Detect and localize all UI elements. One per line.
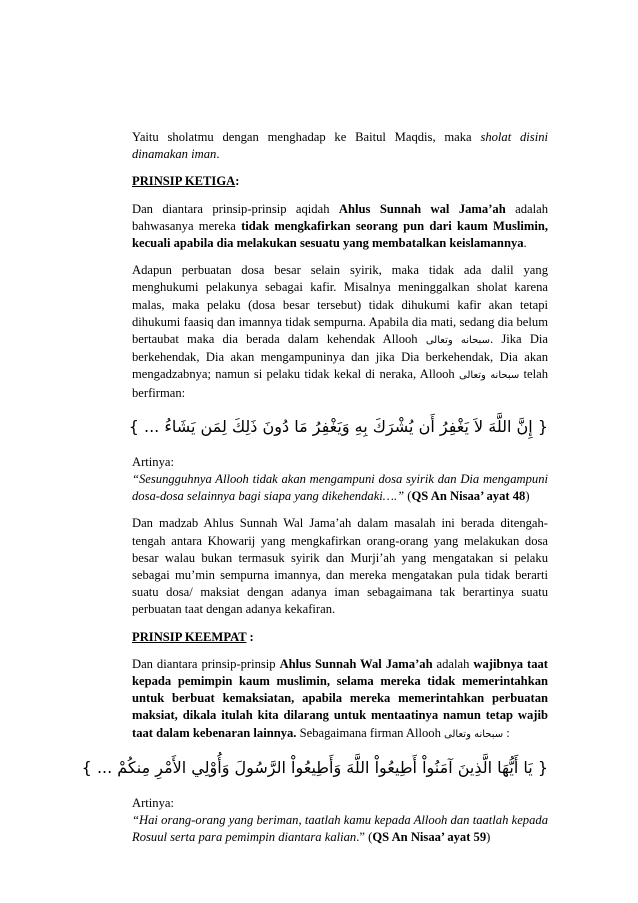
arabic-honorific: سبحانه وتعالى xyxy=(425,335,490,347)
italic-translation: “Sesungguhnya Allooh tidak akan mengampuni dosa syirik dan Dia mengampuni dosa-dosa selainnya bagi siapa yang dikehendaki….” xyxy=(132,472,548,504)
heading-suffix: : xyxy=(246,629,254,644)
quran-verse-nisaa-48: { إِنَّ اللَّهَ لاَ يَغْفِرُ أَن يُشْرَكَ بِهِ وَيَغْفِرُ مَا دُونَ ذَلِكَ لِمَن يَشَاءُ ... } xyxy=(128,416,548,436)
paragraph-madzab: Dan madzab Ahlus Sunnah Wal Jama’ah dalam masalah ini berada ditengah-tengah antara Khowarij yang mengkafirkan orang-orang yang melakukan dosa besar walau bukan termasuk syirik dan Murji’ah yang mengatakan si pelaku sebagai mu’min sempurna imannya, dan mereka mengatakan pula tidak berarti suatu dosa/ maksiat dengan adanya iman sebagaimana tak berartinya suatu perbuatan taat dengan adanya kekafiran. xyxy=(132,516,548,617)
text: ) xyxy=(525,489,530,504)
text: Yaitu sholatmu dengan menghadap ke Baitul Maqdis, maka xyxy=(132,130,481,144)
text: ( xyxy=(404,489,412,504)
italic-text: sholat disini dinamakan iman xyxy=(132,130,548,162)
text: telah berfirman: xyxy=(132,367,548,400)
heading-label: PRINSIP KETIGA xyxy=(132,174,236,189)
bold-text: Ahlus Sunnah wal Jama’ah xyxy=(338,201,506,216)
text: .” ( xyxy=(356,830,373,845)
arabic-honorific: سبحانه وتعالى xyxy=(459,370,520,382)
text: . xyxy=(216,147,220,162)
text: . xyxy=(523,236,527,251)
heading-label: PRINSIP KEEMPAT xyxy=(132,629,247,644)
verse-reference: QS An Nisaa’ ayat 48 xyxy=(411,489,526,504)
text: Sebagaimana firman Allooh xyxy=(296,725,445,740)
paragraph-ahlus-sunnah-takfir xyxy=(132,201,548,253)
bold-text: wajibnya taat kepada pemimpin kaum muslimin, selama mereka tidak memerintahkan untuk berbuat kemaksiatan, apabila mereka memerintahkan perbuatan maksiat, dikala itulah kita dilarang untuk mentaatinya namun tetap wajib taat dalam kebenaran lainnya. xyxy=(132,656,548,740)
quran-verse-nisaa-59: { يَا أَيُّهَا الَّذِينَ آمَنُواْ أَطِيعُواْ اللَّهَ وَأَطِيعُواْ الرَّسُولَ وَأُوْلِي الأَمْرِ مِنكُمْ ... } xyxy=(81,757,548,777)
translation-label: Artinya: xyxy=(132,795,174,810)
text: adalah xyxy=(432,656,474,671)
bold-text: tidak mengkafirkan seorang pun dari kaum Muslimin, kecuali apabila dia melakukan sesuatu yang membatalkan keislamannya xyxy=(132,218,548,251)
paragraph-translation-48 xyxy=(132,454,548,506)
text: Adapun perbuatan dosa besar selain syirik, maka tidak ada dalil yang menghukumi pelakunya sebagai kafir. Misalnya meninggalkan sholat karena malas, maka pelaku (dosa besar tersebut) tidak dihukumi kafir akan tetapi dihukumi faasiq dan imannya tidak sempurna. Apabila dia mati, sedang dia belum bertaubat maka dia berada dalam kehendak Allooh xyxy=(132,263,548,347)
paragraph-translation-59 xyxy=(132,795,548,847)
heading-suffix: : xyxy=(235,174,240,189)
text: Dan diantara prinsip-prinsip xyxy=(132,656,280,671)
arabic-honorific: سبحانه وتعالى xyxy=(444,728,504,740)
text: adalah bahwasanya mereka xyxy=(132,201,548,233)
paragraph-dosa-besar xyxy=(132,262,548,402)
verse-reference: QS An Nisaa’ ayat 59 xyxy=(372,830,487,845)
paragraph-sholat-iman xyxy=(132,129,548,163)
italic-translation: “Hai orang-orang yang beriman, taatlah kamu kepada Allooh dan taatlah kepada Rosuul serta para pemimpin diantara kalian xyxy=(132,813,548,845)
text: : xyxy=(503,725,510,740)
text: Dan diantara prinsip-prinsip aqidah xyxy=(132,201,339,216)
heading-prinsip-keempat xyxy=(132,629,548,646)
paragraph-taat-pemimpin xyxy=(132,656,548,743)
bold-text: Ahlus Sunnah Wal Jama’ah xyxy=(279,656,433,671)
heading-prinsip-ketiga xyxy=(132,173,548,190)
document-body xyxy=(81,129,548,857)
text: . Jika Dia berkehendak, Dia akan mengampuninya dan jika Dia berkehendak, Dia akan mengadzabnya; namun si pelaku tidak kekal di neraka, Allooh xyxy=(132,332,548,382)
text: ) xyxy=(486,830,491,845)
translation-label: Artinya: xyxy=(132,454,174,469)
